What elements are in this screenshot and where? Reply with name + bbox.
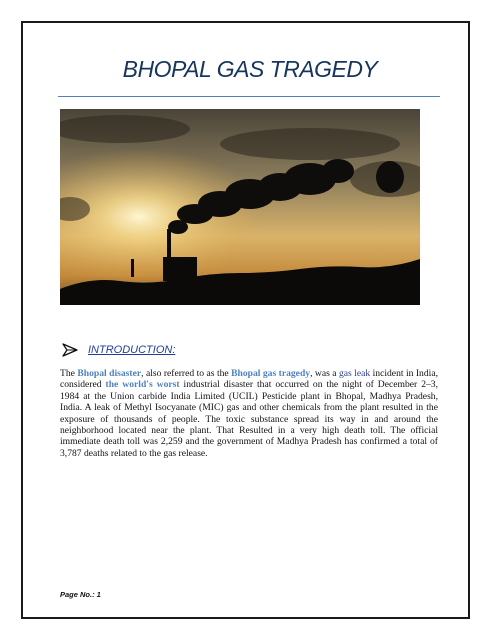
paragraph-run: , also referred to as the xyxy=(141,368,232,379)
factory-smoke-photo xyxy=(60,109,420,305)
introduction-paragraph xyxy=(60,368,438,459)
sunset-smokestack-image xyxy=(60,109,420,305)
section-heading-row xyxy=(62,340,175,360)
paragraph-run: incident in India, considered xyxy=(60,368,438,391)
gas-leak-link[interactable]: gas leak xyxy=(338,368,371,379)
paragraph-run: The xyxy=(60,368,78,379)
paragraph-run: , was a xyxy=(310,368,339,379)
title-underline xyxy=(58,96,440,97)
paragraph-run: industrial disaster that occurred on the night of December 2–3, 1984 at the Union carbide India Limited (UCIL) Pesticide plant in Bhopal, Madhya Pradesh, India. A leak of Methyl Isocyanate (MIC) gas and other chemicals from the plant resulted in the exposure of thousands of people. The toxic substance spread its way in and around the neighborhood located near the plant. That Resulted in a very high death toll. The official immediate death toll was 2,259 and the government of Madhya Pradesh has confirmed a total of 3,787 deaths related to the gas release. xyxy=(60,379,438,459)
page-number: Page No.: 1 xyxy=(60,590,101,599)
document-title: BHOPAL GAS TRAGEDY xyxy=(122,56,378,82)
section-heading: INTRODUCTION: xyxy=(88,344,176,356)
arrow-bullet-icon xyxy=(62,343,78,357)
highlight-term: Bhopal gas tragedy xyxy=(231,368,311,379)
highlight-term: Bhopal disaster xyxy=(77,368,142,379)
highlight-term: the world's worst xyxy=(105,379,180,391)
